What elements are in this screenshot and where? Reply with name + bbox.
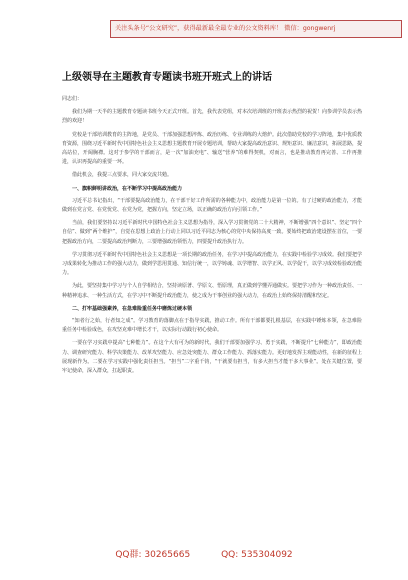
section-1-paragraph: 学习贯彻习近平新时代中国特色社会主义思想是一项长期的政治任务，在学习中提高政治能力，在实践中检验学习成效。我们要把学习成果转化为推动工作的强大动力，做到学思用贯通、知信行统一，以学铸魂、以学增智、以学正风、以学促干，以学习成效检验政治能力。 xyxy=(62,251,363,277)
banner-text: 关注头条号“公文研究”，获得最新最全最专业的公文资料库！ 微信：gongwenrj xyxy=(115,25,336,32)
section-1-paragraph: 为此，要坚持集中学习与个人自学相结合，坚持读原著、学原文、悟原理，真正做到学懂弄通做实。要把学习作为一种政治责任、一种精神追求、一种生活方式，在学习中不断提升政治能力，使之成为干事创业的强大动力，在政治上始终保持清醒和坚定。 xyxy=(62,283,363,299)
qq-group-text: QQ群: 30265665 xyxy=(115,550,191,560)
section-heading-1: 一、旗帜鲜明讲政治，在不断学习中提高政治能力 xyxy=(72,185,183,192)
qq-text: QQ: 535304092 xyxy=(221,550,293,560)
document-body xyxy=(62,95,362,380)
section-1-paragraph: 习近平总书记指出，“干部要提高政治能力，在干部干好工作所需的各种能力中，政治能力是第一位的。有了过硬的政治能力，才能做到在党言党、在党忧党、在党为党，把握方向，坚定立场，以正确的政治方向引领工作。” xyxy=(62,197,362,214)
greeting: 同志们： xyxy=(62,96,83,102)
intro-paragraph: 借此机会，我提三点要求，同大家交流共勉。 xyxy=(72,172,173,179)
section-2-paragraph: 一要在学习实践中提高“七种能力”。在这个大有可为的新时代，我们干部要加强学习、勇于实践，不断提升“七种能力”，即政治能力、调查研究能力、科学决策能力、改革攻坚能力、应急处突能力、群众工作能力、抓落实能力。更好地发挥主观能动性，在新的征程上展现新作为。二要在学习实践中强化责任担当。“担当”二字重千钧，“干就要有担当，有多大担当才能干多大事业”。处在关键位置，要牢记使命，深入群众，扛起职责。 xyxy=(62,340,363,375)
intro-paragraph: 我们为期一天半的主题教育专题读书班今天正式开班。首先，我代表党组，对本次培训班的开班表示热烈的祝贺！向参训学员表示热烈的欢迎！ xyxy=(62,109,363,125)
section-1-paragraph: 当前，我们要坚持以习近平新时代中国特色社会主义思想为指导，深入学习贯彻党的二十大精神，不断增强“四个意识”、坚定“四个自信”、做到“两个维护”，自觉在思想上政治上行动上同以习近平同志为核心的党中央保持高度一致。要始终把政治建设摆在首位，一要把握政治方向，二要提高政治判断力，三要增强政治领悟力，四要提升政治执行力。 xyxy=(62,220,362,245)
footer-contact xyxy=(0,547,408,560)
document-title: 上级领导在主题教育专题读书班开班式上的讲话 xyxy=(62,72,272,83)
section-2-paragraph: “知者行之始，行者知之成”。学习教育的落脚点在于指导实践，推动工作。所有干部都要扎根基层，在实践中锤炼本领，在急难险重任务中检验成色，在攻坚克难中增长才干，以实际行动践行初心使命。 xyxy=(62,318,362,334)
section-heading-2: 二、打牢基础强素养，在急难险重任务中磨炼过硬本领 xyxy=(72,305,193,312)
header-banner xyxy=(110,20,402,38)
intro-paragraph: 党校是干部培训教育的主阵地，是党员、干部加强思想淬炼、政治历练、专业训练的大熔炉。此次借助党校的学习阵地，集中优质教育资源，围绕习近平新时代中国特色社会主义思想主题教育开展专题培训，帮助大家提高政治意识、规矩意识、廉洁意识，拓展思路，提高站位，开阔胸襟。这对于参学的干部而言，是一次“加油充电”、输送“营养”的难得契机，对而言，也是推动教育再完善、工作再推进，认识再提高的重要一环。 xyxy=(62,131,363,166)
